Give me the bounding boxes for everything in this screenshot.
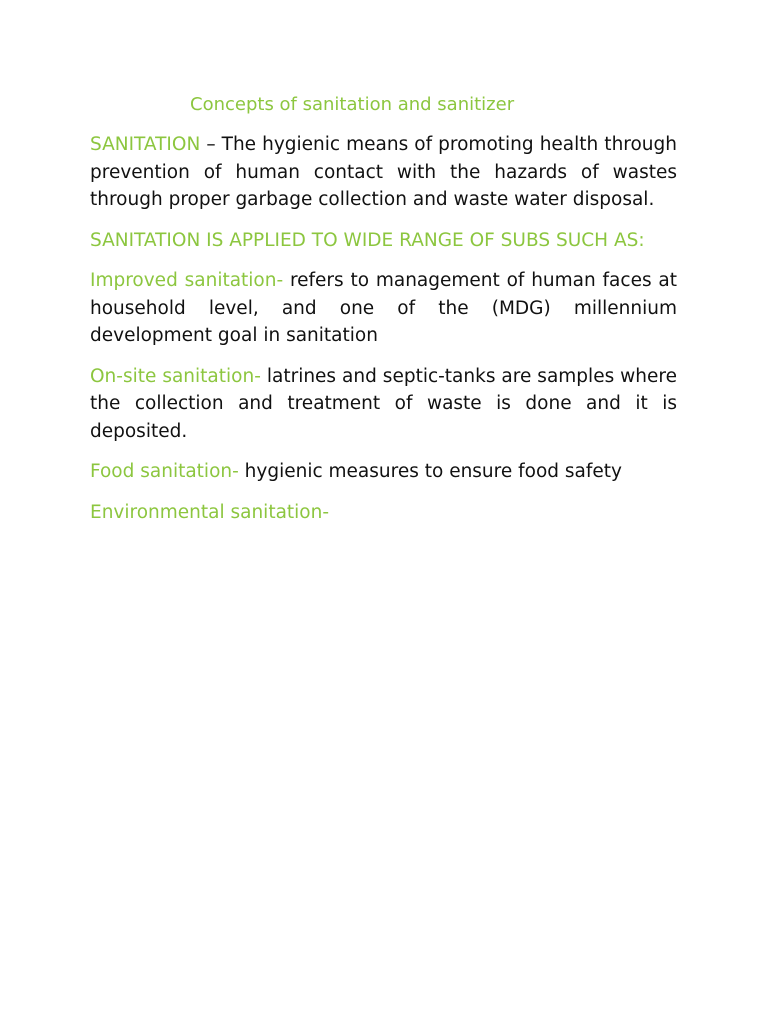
document-title: Concepts of sanitation and sanitizer <box>190 94 515 115</box>
paragraph-label: SANITATION <box>90 134 201 155</box>
paragraph-label: SANITATION IS APPLIED TO WIDE RANGE OF SUBS SUCH AS: <box>90 229 645 251</box>
paragraph-improved-sanitation <box>90 267 677 350</box>
paragraph-food-sanitation <box>90 458 677 486</box>
paragraph-environmental-sanitation <box>90 499 677 527</box>
paragraph-onsite-sanitation <box>90 363 677 446</box>
paragraph-text: – The hygienic means of promoting health through prevention of human contact with the hazards of wastes through proper garbage collection and waste water disposal. <box>90 134 677 210</box>
paragraph-label: Food sanitation- <box>90 461 239 482</box>
paragraph-label: Environmental sanitation- <box>90 501 330 523</box>
paragraph-label: On-site sanitation- <box>90 365 261 387</box>
paragraph-sanitation <box>90 131 677 214</box>
paragraph-label: Improved sanitation- <box>90 270 284 291</box>
paragraph-text: latrines and septic-tanks are samples where the collection and treatment of waste is done and it is deposited. <box>90 365 677 442</box>
paragraph-applied-heading <box>90 227 677 255</box>
paragraph-text: refers to management of human faces at household level, and one of the (MDG) millennium development goal in sanitation <box>90 270 677 346</box>
paragraph-text: hygienic measures to ensure food safety <box>238 461 622 482</box>
document-page <box>90 92 677 526</box>
